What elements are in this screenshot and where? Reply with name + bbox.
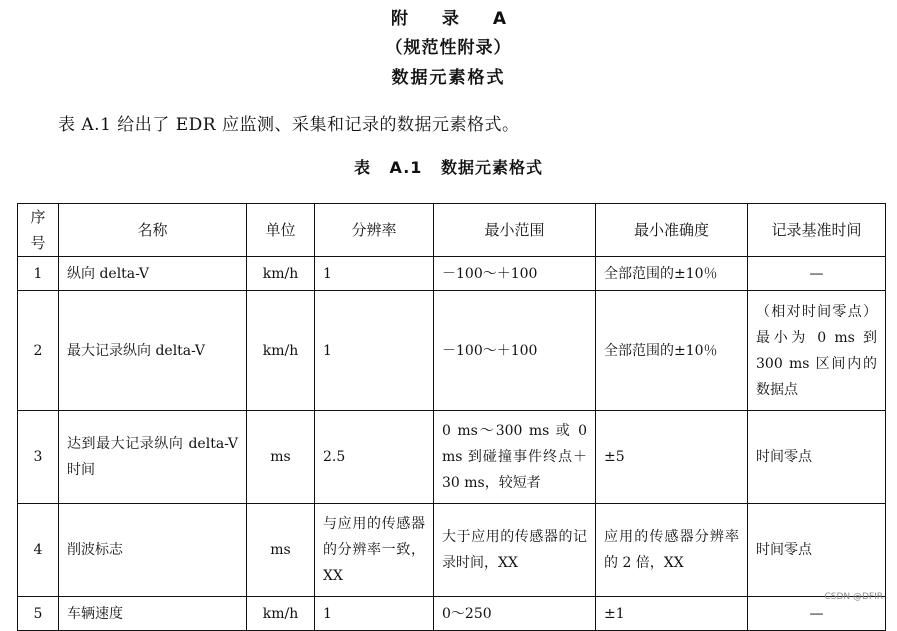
row-unit: km/h [247,257,315,291]
table-header-row [18,204,886,257]
row-resolution: 与应用的传感器的分辨率一致，XX [315,504,434,597]
data-element-table [17,203,886,631]
row-accuracy: 应用的传感器分辨率的 2 倍，XX [596,504,748,597]
annex-normative-note: （规范性附录） [385,38,512,58]
row-name: 削波标志 [59,504,247,597]
row-unit: km/h [247,597,315,631]
header-resolution: 分辨率 [315,204,434,257]
table-caption: 表 A.1 数据元素格式 [353,158,544,177]
row-name: 最大记录纵向 delta-V [59,291,247,411]
row-accuracy: 全部范围的±10％ [596,291,748,411]
row-name: 达到最大记录纵向 delta-V 时间 [59,411,247,504]
row-range: 大于应用的传感器的记录时间，XX [434,504,596,597]
row-reference-time: — [748,597,886,631]
header-unit: 单位 [247,204,315,257]
table-row [18,597,886,631]
row-resolution: 2.5 [315,411,434,504]
row-no: 5 [18,597,59,631]
row-no: 2 [18,291,59,411]
row-reference-time: 时间零点 [748,411,886,504]
row-range: 0～250 [434,597,596,631]
header-accuracy: 最小准确度 [596,204,748,257]
row-reference-time: （相对时间零点）最小为 0 ms 到 300 ms 区间内的数据点 [748,291,886,411]
table-row [18,411,886,504]
row-unit: km/h [247,291,315,411]
header-range: 最小范围 [434,204,596,257]
header-no: 序号 [18,204,59,257]
row-reference-time: 时间零点 [748,504,886,597]
row-unit: ms [247,411,315,504]
row-no: 4 [18,504,59,597]
table-row [18,504,886,597]
annex-label: 附 录 A [391,9,520,29]
row-resolution: 1 [315,257,434,291]
row-accuracy: 全部范围的±10％ [596,257,748,291]
row-range: －100～＋100 [434,257,596,291]
row-accuracy: ±5 [596,411,748,504]
row-range: 0 ms～300 ms 或 0 ms 到碰撞事件终点＋30 ms，较短者 [434,411,596,504]
row-resolution: 1 [315,291,434,411]
row-unit: ms [247,504,315,597]
table-row [18,257,886,291]
row-no: 1 [18,257,59,291]
watermark: CSDN @DFIR [824,592,883,602]
row-range: －100～＋100 [434,291,596,411]
annex-title: 数据元素格式 [391,68,506,88]
intro-paragraph: 表 A.1 给出了 EDR 应监测、采集和记录的数据元素格式。 [58,115,520,135]
row-resolution: 1 [315,597,434,631]
row-name: 纵向 delta-V [59,257,247,291]
table-row [18,291,886,411]
header-reference-time: 记录基准时间 [748,204,886,257]
header-name: 名称 [59,204,247,257]
row-accuracy: ±1 [596,597,748,631]
row-reference-time: — [748,257,886,291]
row-name: 车辆速度 [59,597,247,631]
row-no: 3 [18,411,59,504]
